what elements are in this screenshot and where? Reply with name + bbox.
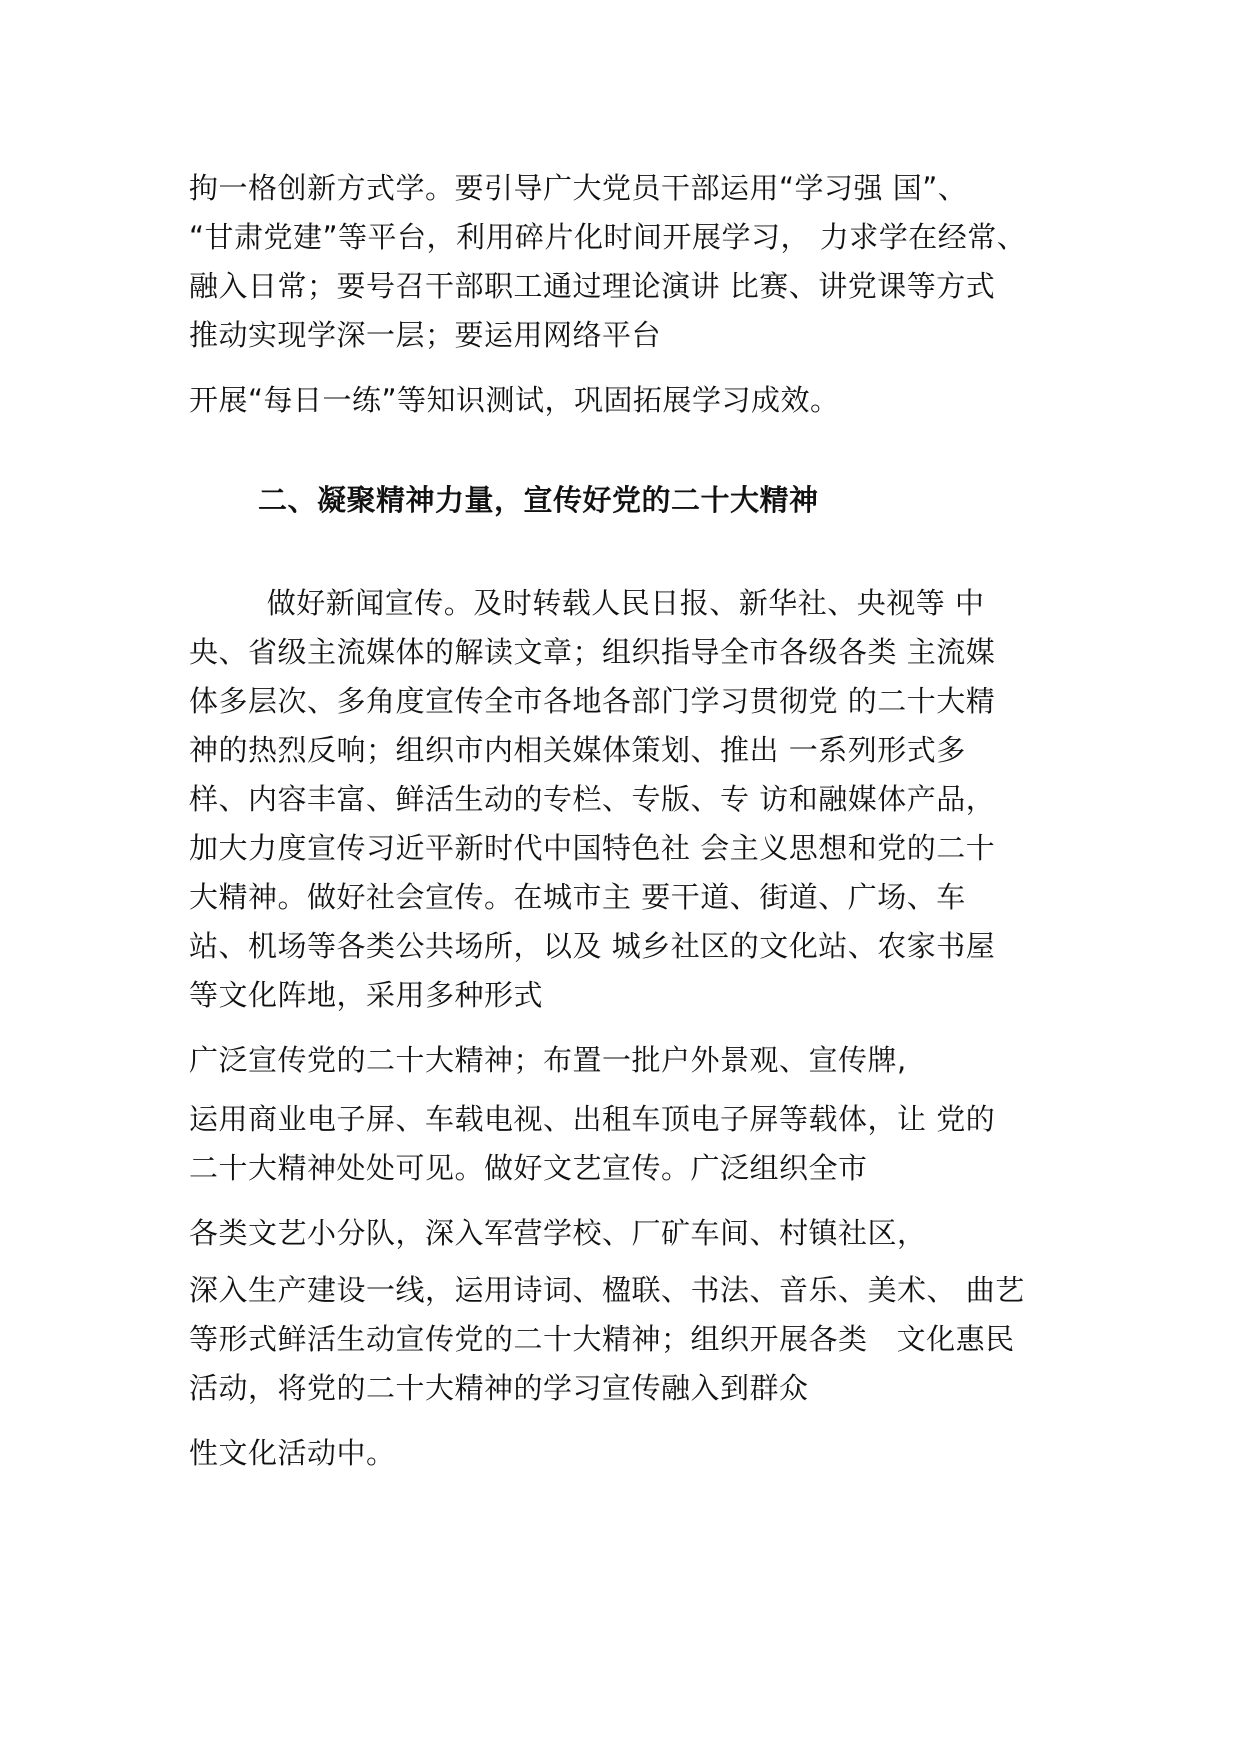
- paragraph-line: 大精神。做好社会宣传。在城市主 要干道、街道、广场、车: [189, 880, 966, 914]
- paragraph-line: 加大力度宣传习近平新时代中国特色社 会主义思想和党的二十: [189, 831, 996, 865]
- paragraph-line: 二十大精神处处可见。做好文艺宣传。广泛组织全市: [189, 1151, 868, 1185]
- paragraph-line: 神的热烈反响；组织市内相关媒体策划、推出 一系列形式多: [189, 733, 966, 767]
- paragraph-line: 站、机场等各类公共场所，以及 城乡社区的文化站、农家书屋: [189, 929, 996, 963]
- paragraph-line: 体多层次、多角度宣传全市各地各部门学习贯彻党 的二十大精: [189, 684, 996, 718]
- paragraph-line: 广泛宣传党的二十大精神；布置一批户外景观、宣传牌,: [189, 1043, 907, 1077]
- paragraph-line: 推动实现学深一层；要运用网络平台: [189, 318, 662, 352]
- paragraph-line: 性文化活动中。: [189, 1436, 396, 1470]
- paragraph-line: 等文化阵地，采用多种形式: [189, 978, 544, 1012]
- paragraph-line: 融入日常；要号召干部职工通过理论演讲 比赛、讲党课等方式: [189, 269, 996, 303]
- section-heading: 二、凝聚精神力量，宣传好党的二十大精神: [258, 483, 819, 517]
- paragraph-line: 运用商业电子屏、车载电视、出租车顶电子屏等载体，让 党的: [189, 1102, 996, 1136]
- paragraph-line: “甘肃党建”等平台，利用碎片化时间开展学习， 力求学在经常、: [189, 220, 1027, 254]
- paragraph-line: 深入生产建设一线，运用诗词、楹联、书法、音乐、美术、 曲艺: [189, 1273, 1025, 1307]
- paragraph-line: 拘一格创新方式学。要引导广大党员干部运用“学习强 国”、: [189, 171, 968, 205]
- paragraph-line: 活动，将党的二十大精神的学习宣传融入到群众: [189, 1371, 809, 1405]
- paragraph-line: 各类文艺小分队，深入军营学校、厂矿车间、村镇社区，: [189, 1216, 927, 1250]
- paragraph-line: 做好新闻宣传。及时转载人民日报、新华社、央视等 中: [189, 586, 985, 620]
- paragraph-line: 样、内容丰富、鲜活生动的专栏、专版、专 访和融媒体产品，: [189, 782, 996, 816]
- paragraph-line: 央、省级主流媒体的解读文章；组织指导全市各级各类 主流媒: [189, 635, 996, 669]
- paragraph-line: 等形式鲜活生动宣传党的二十大精神；组织开展各类 文化惠民: [189, 1322, 1015, 1356]
- paragraph-line: 开展“每日一练”等知识测试，巩固拓展学习成效。: [189, 383, 840, 417]
